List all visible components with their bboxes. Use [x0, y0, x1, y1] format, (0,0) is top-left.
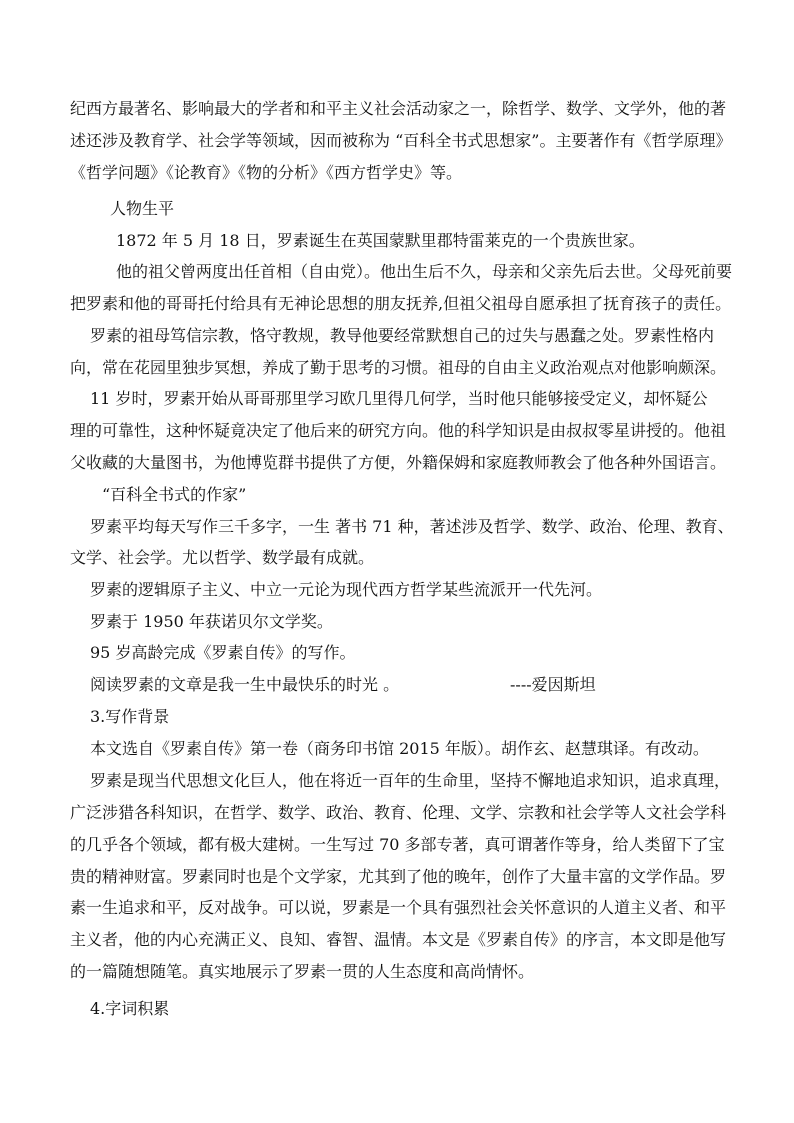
- quote-author: ----爱因斯坦: [510, 675, 596, 694]
- text-line: 述还涉及教育学、社会学等领域，因而被称为 “百科全书式思想家”。主要著作有《哲学原理》: [70, 131, 732, 150]
- text-line: 他的祖父曾两度出任首相（自由党）。他出生后不久，母亲和父亲先后去世。父母死前要: [116, 262, 733, 281]
- text-line: 贵的精神财富。罗素同时也是个文学家，尤其到了他的晚年，创作了大量丰富的文学作品。罗: [70, 867, 727, 886]
- section-heading: 人物生平: [110, 199, 175, 218]
- text-line: 的一篇随想随笔。真实地展示了罗素一贯的人生态度和高尚情怀。: [70, 962, 535, 981]
- text-line: 广泛涉猎各科知识，在哲学、数学、政治、教育、伦理、文学、宗教和社会学等人文社会学科: [70, 803, 727, 822]
- text-line: 罗素于 1950 年获诺贝尔文学奖。: [90, 612, 333, 631]
- text-line: 文学、社会学。尤以哲学、数学最有成就。: [70, 548, 375, 567]
- text-line: 罗素的逻辑原子主义、中立一元论为现代西方哲学某些流派开一代先河。: [90, 580, 603, 599]
- section-heading: 4.字词积累: [90, 999, 170, 1018]
- text-line: 罗素的祖母笃信宗教，恪守教规，教导他要经常默想自己的过失与愚蠢之处。罗素性格内: [90, 326, 715, 345]
- text-line: 素一生追求和平，反对战争。可以说，罗素是一个具有强烈社会关怀意识的人道主义者、和平: [70, 898, 727, 917]
- text-line: 《哲学问题》《论教育》《物的分析》《西方哲学史》等。: [70, 163, 463, 182]
- text-line: 的几乎各个领域，都有极大建树。一生写过 70 多部专著，真可谓著作等身，给人类留下了宝: [70, 835, 725, 854]
- text-line: 本文选自《罗素自传》第一卷（商务印书馆 2015 年版）。胡作玄、赵慧琪译。有改动。: [90, 739, 709, 758]
- text-line: 95 岁高龄完成《罗素自传》的写作。: [90, 643, 356, 662]
- text-line: 主义者，他的内心充满正义、良知、睿智、温情。本文是《罗素自传》的序言，本文即是他写: [70, 930, 727, 949]
- text-line: 向，常在花园里独步冥想，养成了勤于思考的习惯。祖母的自由主义政治观点对他影响颇深。: [70, 358, 727, 377]
- quote-text: 阅读罗素的文章是我一生中最快乐的时光 。: [90, 675, 400, 694]
- text-line: 11 岁时，罗素开始从哥哥那里学习欧几里得几何学，当时他只能够接受定义，却怀疑公: [90, 389, 708, 408]
- section-heading: 3.写作背景: [90, 707, 170, 726]
- text-line: 1872 年 5 月 18 日，罗素诞生在英国蒙默里郡特雷莱克的一个贵族世家。: [116, 231, 645, 250]
- text-line: 纪西方最著名、影响最大的学者和和平主义社会活动家之一，除哲学、数学、文学外，他的著: [70, 99, 727, 118]
- text-line: 父收藏的大量图书，为他博览群书提供了方便，外籍保姆和家庭教师教会了他各种外国语言。: [70, 453, 727, 472]
- text-line: 罗素是现当代思想文化巨人，他在将近一百年的生命里，坚持不懈地追求知识，追求真理，: [90, 771, 731, 790]
- section-heading: “百科全书式的作家”: [102, 485, 247, 504]
- text-line: 理的可靠性，这种怀疑竟决定了他后来的研究方向。他的科学知识是由叔叔零星讲授的。他祖: [70, 421, 727, 440]
- text-line: 罗素平均每天写作三千多字，一生 著书 71 种，著述涉及哲学、数学、政治、伦理、教育、: [90, 517, 734, 536]
- text-line: 把罗素和他的哥哥托付给具有无神论思想的朋友抚养,但祖父祖母自愿承担了抚育孩子的责任。: [70, 294, 732, 313]
